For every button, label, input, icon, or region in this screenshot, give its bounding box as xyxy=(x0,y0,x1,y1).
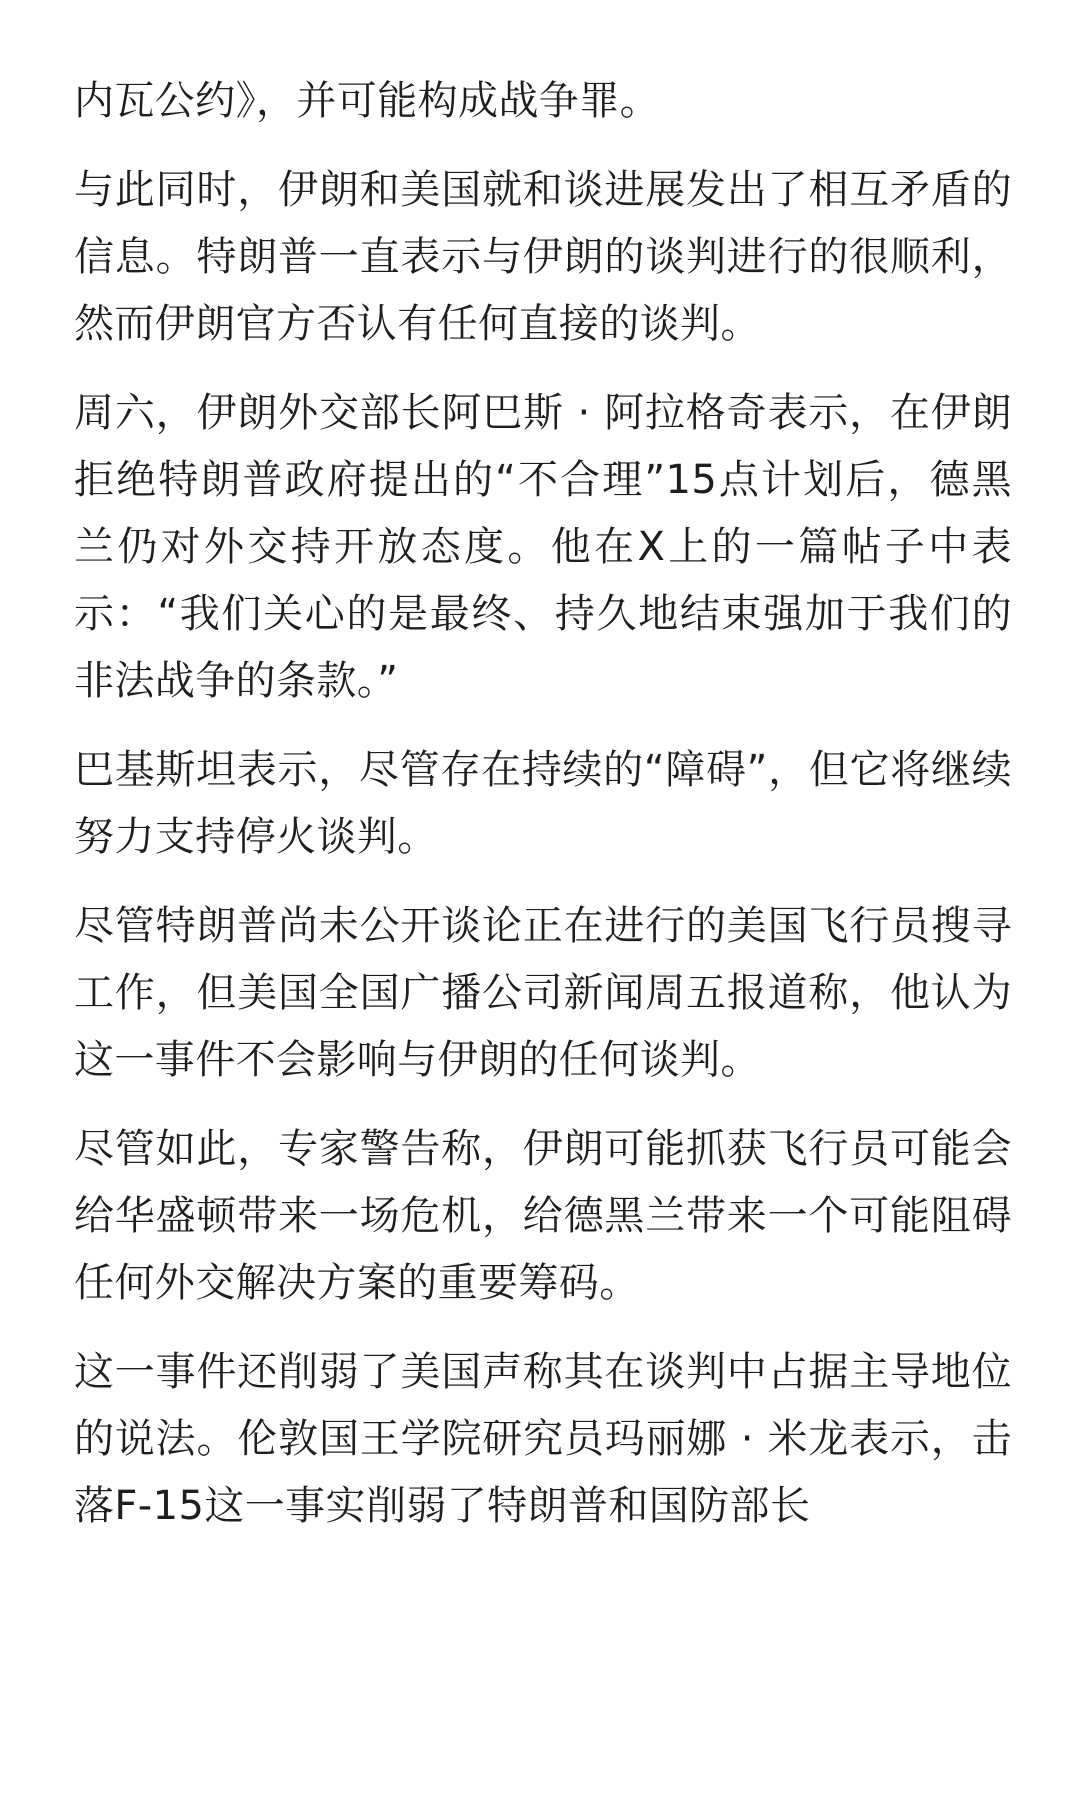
paragraph-contradictory-messages: 与此同时，伊朗和美国就和谈进展发出了相互矛盾的信息。特朗普一直表示与伊朗的谈判进行的很顺利，然而伊朗官方否认有任何直接的谈判。 xyxy=(74,167,1012,347)
paragraph-araghchi-statement: 周六，伊朗外交部长阿巴斯 · 阿拉格奇表示，在伊朗拒绝特朗普政府提出的“不合理”15点计划后，德黑兰仍对外交持开放态度。他在X上的一篇帖子中表示：“我们关心的是最终、持久地结束强加于我们的非法战争的条款。” xyxy=(74,390,1012,704)
paragraph-pakistan: 巴基斯坦表示，尽管存在持续的“障碍”，但它将继续努力支持停火谈判。 xyxy=(74,747,1012,860)
article-body xyxy=(74,68,1012,1562)
paragraph-geneva: 内瓦公约》，并可能构成战争罪。 xyxy=(74,78,660,124)
paragraph-expert-warning: 尽管如此，专家警告称，伊朗可能抓获飞行员可能会给华盛顿带来一场危机，给德黑兰带来一个可能阻碍任何外交解决方案的重要筹码。 xyxy=(74,1126,1012,1306)
paragraph-dominance-claim: 这一事件还削弱了美国声称其在谈判中占据主导地位的说法。伦敦国王学院研究员玛丽娜 · 米龙表示，击落F-15这一事实削弱了特朗普和国防部长 xyxy=(74,1349,1012,1529)
paragraph-pilot-search: 尽管特朗普尚未公开谈论正在进行的美国飞行员搜寻工作，但美国全国广播公司新闻周五报道称，他认为这一事件不会影响与伊朗的任何谈判。 xyxy=(74,903,1012,1083)
